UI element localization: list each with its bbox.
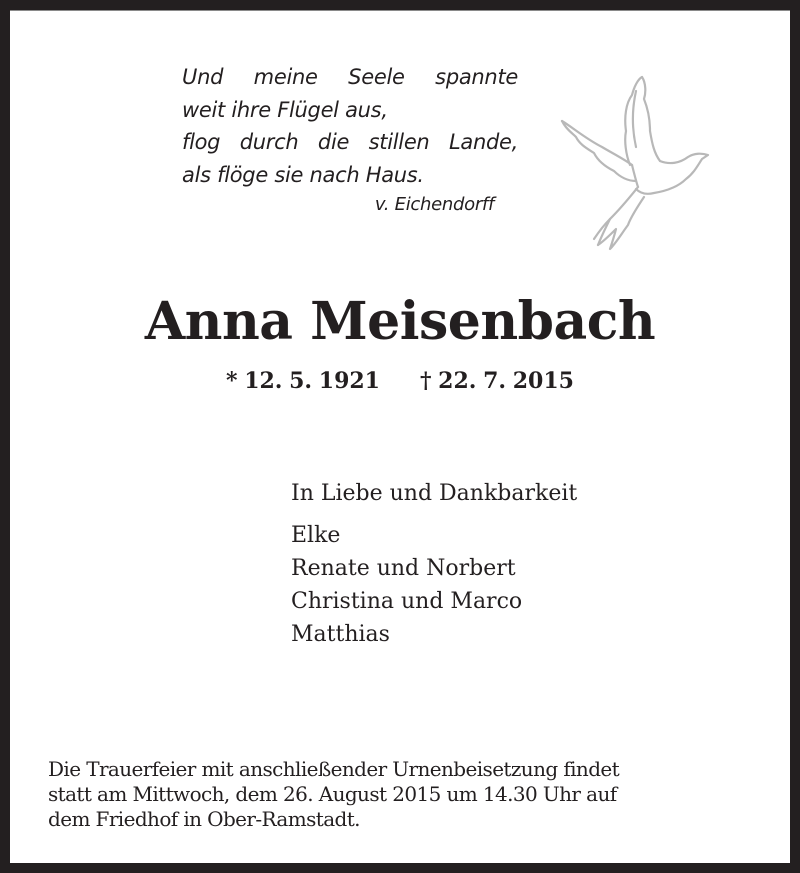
birth-date: * 12. 5. 1921 — [226, 368, 380, 394]
obituary-notice — [10, 10, 790, 863]
mourner-name: Christina und Marco — [291, 589, 523, 614]
mourner-name: Renate und Norbert — [291, 556, 516, 581]
mourner-name: Matthias — [291, 622, 390, 647]
death-date: † 22. 7. 2015 — [420, 368, 574, 394]
mourners-intro: In Liebe und Dankbarkeit — [291, 481, 578, 506]
notice-line: Die Trauerfeier mit anschließender Urnenbeisetzung findet — [48, 757, 620, 781]
poem-line: flog durch die stillen Lande, — [182, 130, 518, 154]
poem-author: v. Eichendorff — [374, 194, 494, 215]
mourner-name: Elke — [291, 523, 341, 548]
deceased-name: Anna Meisenbach — [144, 291, 656, 352]
notice-line: dem Friedhof in Ober-Ramstadt. — [48, 807, 360, 831]
life-dates — [10, 368, 790, 394]
poem-line: weit ihre Flügel aus, — [182, 97, 388, 122]
poem-line: als flöge sie nach Haus. — [182, 162, 424, 187]
poem-quote — [182, 61, 518, 219]
poem-line: Und meine Seele spannte — [182, 65, 518, 89]
dove-icon — [558, 69, 714, 254]
notice-line: statt am Mittwoch, dem 26. August 2015 um 14.30 Uhr auf — [48, 782, 617, 806]
funeral-notice — [48, 757, 748, 832]
mourners-block — [291, 477, 577, 651]
